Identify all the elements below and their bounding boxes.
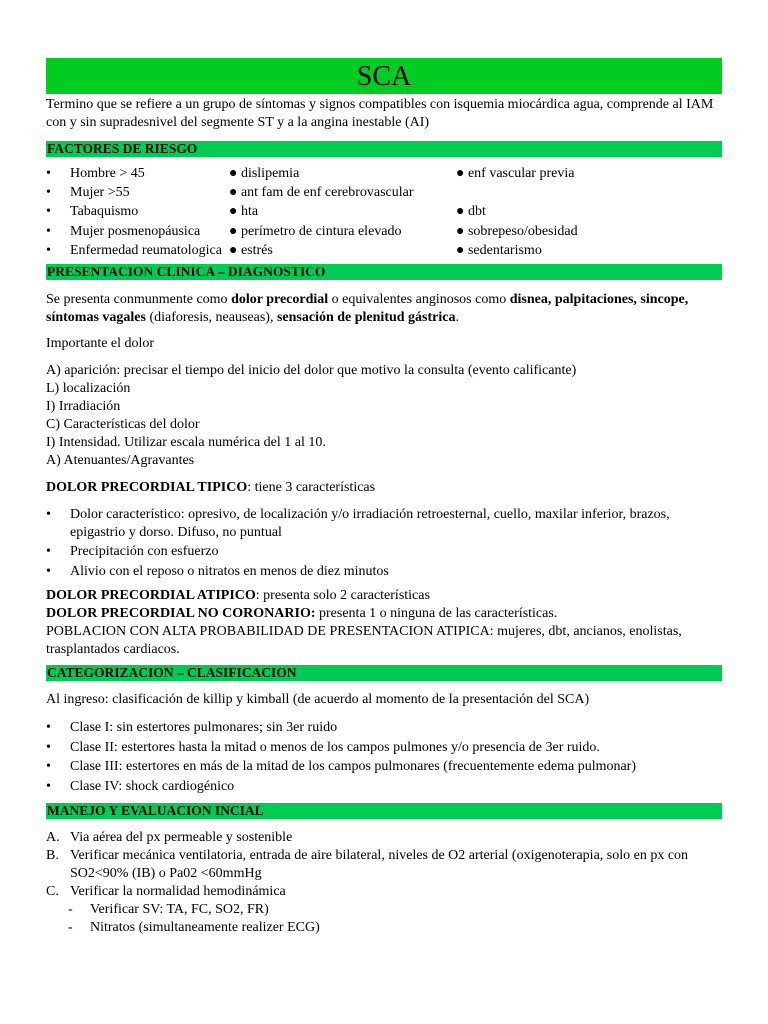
risk-item: • Hombre > 45 bbox=[46, 164, 145, 184]
alicia-item: C) Características del dolor bbox=[46, 417, 200, 432]
risk-item: ● enf vascular previa bbox=[456, 166, 575, 181]
list-item: • Clase IV: shock cardiogénico bbox=[46, 777, 722, 797]
risk-item: • Mujer posmenopáusica bbox=[46, 222, 200, 242]
risk-item: ● sobrepeso/obesidad bbox=[456, 224, 578, 239]
risk-factors-grid bbox=[46, 164, 722, 261]
sub-list-item: - Nitratos (simultaneamente realizer ECG) bbox=[46, 919, 722, 937]
list-item: • Alivio con el reposo o nitratos en menos de diez minutos bbox=[46, 562, 722, 582]
risk-item: • Mujer >55 bbox=[46, 183, 130, 203]
atypical-pain: DOLOR PRECORDIAL ATIPICO: presenta solo 2 características bbox=[46, 588, 430, 603]
typical-pain-list bbox=[46, 506, 722, 581]
list-item: B. Verificar mecánica ventilatoria, entrada de aire bilateral, niveles de O2 arterial (oxigenoterapia, solo en px con SO2<90% (IB) o Pa02 <60mmHg bbox=[46, 848, 689, 881]
risk-item: ● dislipemia bbox=[229, 166, 300, 181]
sub-list-item: - Verificar SV: TA, FC, SO2, FR) bbox=[46, 901, 722, 919]
alicia-item: L) localización bbox=[46, 381, 131, 396]
risk-item: ● dbt bbox=[456, 204, 486, 219]
risk-item: ● ant fam de enf cerebrovascular bbox=[229, 185, 414, 200]
killip-intro: Al ingreso: clasificación de killip y kimball (de acuerdo al momento de la presentación del SCA) bbox=[46, 692, 590, 707]
alicia-item: A) aparición: precisar el tiempo del inicio del dolor que motivo la consulta (evento calificante) bbox=[46, 363, 577, 378]
typical-pain-heading: DOLOR PRECORDIAL TIPICO: tiene 3 características bbox=[46, 480, 376, 495]
important-label: Importante el dolor bbox=[46, 336, 155, 351]
clinical-paragraph: Se presenta conmunmente como dolor precordial o equivalentes anginosos como disnea, palpitaciones, sincope, síntomas vagales (diaforesis, neauseas), sensación de plenitud gástrica. bbox=[46, 292, 689, 325]
list-item: • Dolor característico: opresivo, de localización y/o irradiación retroesternal, cuello, maxilar inferior, brazos, epigastrio y dorso. Difuso, no puntual bbox=[46, 506, 722, 542]
noncoronary-pain: DOLOR PRECORDIAL NO CORONARIO: presenta 1 o ninguna de las características. bbox=[46, 606, 558, 621]
section-header-category: CATEGORIZACION – CLASIFICACION bbox=[46, 665, 722, 681]
list-item: • Clase II: estertores hasta la mitad o menos de los campos pulmones y/o presencia de 3er ruido. bbox=[46, 738, 722, 758]
risk-item: ● estrés bbox=[229, 243, 273, 258]
atypical-population: POBLACION CON ALTA PROBABILIDAD DE PRESENTACION ATIPICA: mujeres, dbt, ancianos, enolistas, trasplantados cardiacos. bbox=[46, 624, 682, 657]
page-title: SCA bbox=[46, 58, 722, 94]
list-item: • Clase I: sin estertores pulmonares; sin 3er ruido bbox=[46, 718, 722, 738]
section-header-manage: MANEJO Y EVALUACION INCIAL bbox=[46, 803, 722, 819]
section-header-clinical: PRESENTACION CLINICA – DIAGNOSTICO bbox=[46, 264, 722, 280]
risk-item: • Enfermedad reumatologica bbox=[46, 241, 222, 261]
risk-item: ● perímetro de cintura elevado bbox=[229, 224, 402, 239]
list-item: A. Via aérea del px permeable y sostenible bbox=[46, 830, 293, 845]
list-item: C. Verificar la normalidad hemodinámica bbox=[46, 884, 286, 899]
alicia-item: A) Atenuantes/Agravantes bbox=[46, 453, 195, 468]
list-item: • Clase III: estertores en más de la mitad de los campos pulmonares (frecuentemente edema pulmonar) bbox=[46, 757, 722, 777]
list-item: • Precipitación con esfuerzo bbox=[46, 542, 722, 562]
risk-item: ● hta bbox=[229, 204, 259, 219]
document-page bbox=[46, 58, 722, 937]
alicia-item: I) Intensidad. Utilizar escala numérica del 1 al 10. bbox=[46, 435, 326, 450]
risk-item: ● sedentarismo bbox=[456, 243, 542, 258]
alicia-list bbox=[46, 362, 722, 470]
risk-item: • Tabaquismo bbox=[46, 202, 138, 222]
manage-list bbox=[46, 829, 722, 937]
section-header-risk: FACTORES DE RIESGO bbox=[46, 141, 722, 157]
alicia-item: I) Irradiación bbox=[46, 399, 121, 414]
killip-list bbox=[46, 718, 722, 796]
intro-paragraph: Termino que se refiere a un grupo de síntomas y signos compatibles con isquemia miocárdica agua, comprende al IAM con y sin supradesnivel del segmente ST y a la angina inestable (AI) bbox=[46, 97, 714, 130]
